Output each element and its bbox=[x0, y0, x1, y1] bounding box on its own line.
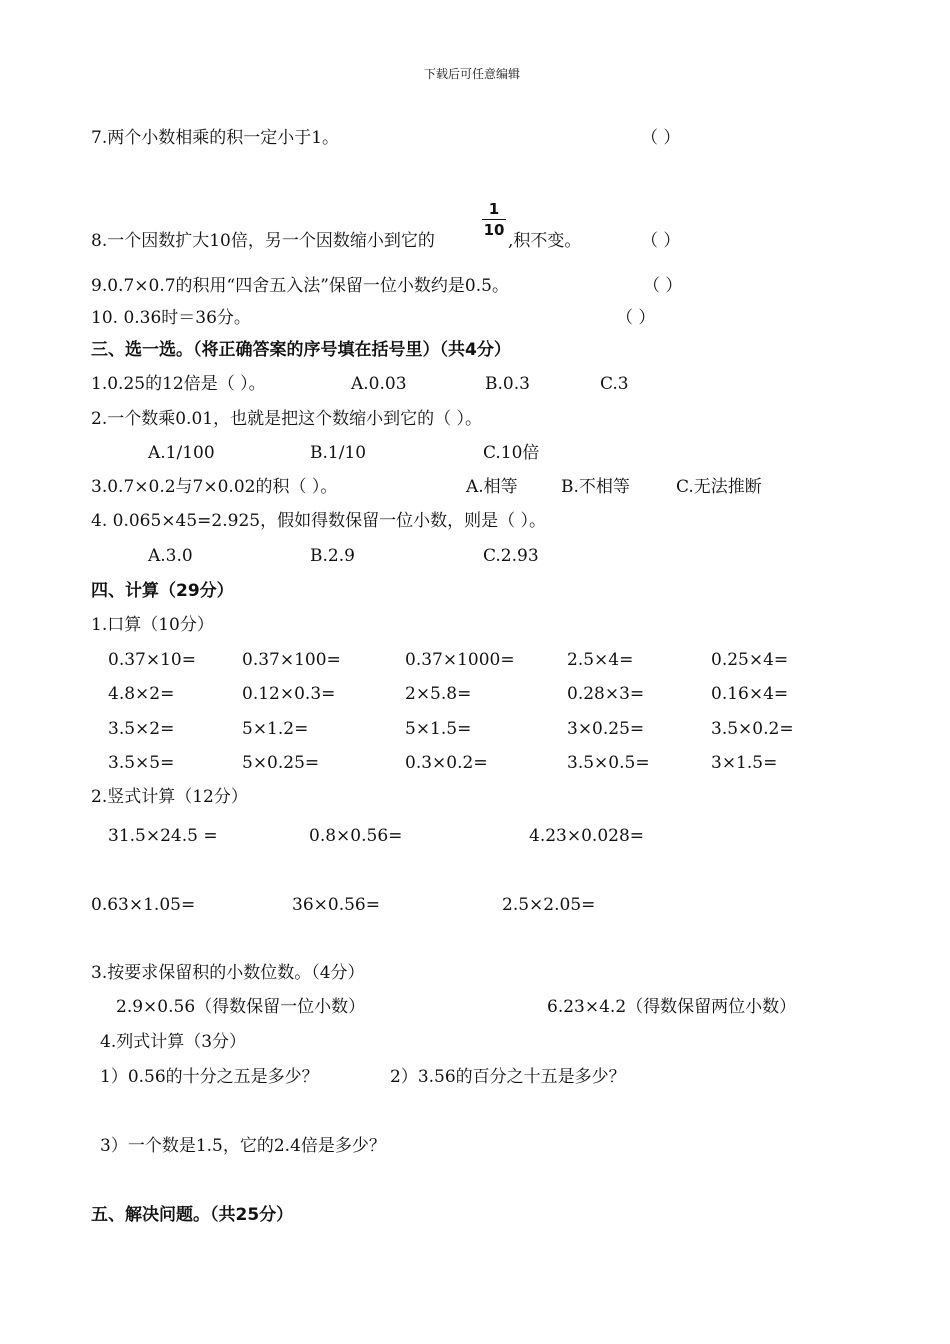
oral-item: 3.5×0.2= bbox=[711, 719, 794, 739]
fraction-bar bbox=[482, 219, 506, 220]
choice-q2-option-a: A.1/100 bbox=[148, 443, 215, 463]
section-choice-title: 三、选一选。（将正确答案的序号填在括号里）（共4分） bbox=[91, 340, 511, 360]
answer-paren-10: （ ） bbox=[616, 308, 656, 328]
answer-paren-7: （ ） bbox=[641, 128, 681, 148]
section-solve-title: 五、解决问题。（共25分） bbox=[91, 1205, 294, 1225]
vertical-item: 0.63×1.05= bbox=[91, 895, 196, 915]
answer-paren-8: （ ） bbox=[641, 231, 681, 251]
vertical-item: 0.8×0.56= bbox=[309, 826, 403, 846]
choice-q1-option-c: C.3 bbox=[600, 374, 629, 394]
vertical-calc-title: 2.竖式计算（12分） bbox=[91, 787, 248, 807]
fraction-one-tenth bbox=[481, 201, 507, 238]
list-calc-item: 2）3.56的百分之十五是多少？ bbox=[390, 1067, 626, 1087]
oral-item: 2×5.8= bbox=[405, 684, 472, 704]
choice-q3: 3.0.7×0.2与7×0.02的积（ ）。 bbox=[91, 477, 338, 497]
oral-item: 0.3×0.2= bbox=[405, 753, 488, 773]
oral-item: 3.5×2= bbox=[108, 719, 175, 739]
choice-q2-option-c: C.10倍 bbox=[483, 443, 540, 463]
oral-item: 3.5×5= bbox=[108, 753, 175, 773]
oral-item: 0.12×0.3= bbox=[242, 684, 336, 704]
question-8-tail: ,积不变。 bbox=[508, 231, 582, 251]
oral-item: 0.16×4= bbox=[711, 684, 789, 704]
oral-item: 0.37×1000= bbox=[405, 650, 515, 670]
vertical-item: 31.5×24.5 = bbox=[108, 826, 218, 846]
choice-q4-option-b: B.2.9 bbox=[310, 546, 355, 566]
choice-q4: 4. 0.065×45=2.925，假如得数保留一位小数，则是（ ）。 bbox=[91, 511, 546, 531]
oral-item: 5×1.2= bbox=[242, 719, 309, 739]
oral-item: 4.8×2= bbox=[108, 684, 175, 704]
choice-q4-option-c: C.2.93 bbox=[483, 546, 539, 566]
section-calc-title: 四、计算（29分） bbox=[91, 581, 234, 601]
oral-item: 0.37×10= bbox=[108, 650, 196, 670]
oral-item: 5×1.5= bbox=[405, 719, 472, 739]
question-9: 9.0.7×0.7的积用“四舍五入法”保留一位小数约是0.5。 bbox=[91, 276, 509, 296]
oral-item: 3×1.5= bbox=[711, 753, 778, 773]
oral-item: 3×0.25= bbox=[567, 719, 645, 739]
choice-q3-option-c: C.无法推断 bbox=[676, 477, 762, 497]
oral-item: 3.5×0.5= bbox=[567, 753, 650, 773]
rounding-title: 3.按要求保留积的小数位数。（4分） bbox=[91, 963, 365, 983]
vertical-item: 2.5×2.05= bbox=[502, 895, 596, 915]
question-10: 10. 0.36时＝36分。 bbox=[91, 308, 251, 328]
oral-item: 5×0.25= bbox=[242, 753, 320, 773]
oral-item: 0.25×4= bbox=[711, 650, 789, 670]
oral-item: 0.37×100= bbox=[242, 650, 341, 670]
vertical-item: 36×0.56= bbox=[292, 895, 380, 915]
choice-q3-option-a: A.相等 bbox=[466, 477, 518, 497]
choice-q1: 1.0.25的12倍是（ ）。 bbox=[91, 374, 266, 394]
oral-item: 0.28×3= bbox=[567, 684, 645, 704]
list-calc-item: 1）0.56的十分之五是多少？ bbox=[100, 1067, 319, 1087]
header-note: 下载后可任意编辑 bbox=[424, 67, 521, 81]
fraction-numerator: 1 bbox=[488, 200, 500, 218]
oral-calc-title: 1.口算（10分） bbox=[91, 615, 214, 635]
list-calc-item: 3）一个数是1.5，它的2.4倍是多少？ bbox=[100, 1136, 386, 1156]
oral-item: 2.5×4= bbox=[567, 650, 634, 670]
choice-q1-option-b: B.0.3 bbox=[485, 374, 530, 394]
choice-q4-option-a: A.3.0 bbox=[148, 546, 193, 566]
choice-q2-option-b: B.1/10 bbox=[310, 443, 367, 463]
choice-q2: 2.一个数乘0.01，也就是把这个数缩小到它的（ ）。 bbox=[91, 409, 482, 429]
fraction-denominator: 10 bbox=[483, 221, 505, 239]
question-7: 7.两个小数相乘的积一定小于1。 bbox=[91, 128, 340, 148]
question-8-text: 8.一个因数扩大10倍，另一个因数缩小到它的 bbox=[91, 231, 435, 251]
rounding-item: 2.9×0.56（得数保留一位小数） bbox=[116, 997, 366, 1017]
vertical-item: 4.23×0.028= bbox=[529, 826, 645, 846]
answer-paren-9: （ ） bbox=[643, 276, 683, 296]
rounding-item: 6.23×4.2（得数保留两位小数） bbox=[547, 997, 797, 1017]
list-calc-title: 4.列式计算（3分） bbox=[100, 1032, 247, 1052]
choice-q1-option-a: A.0.03 bbox=[351, 374, 407, 394]
choice-q3-option-b: B.不相等 bbox=[561, 477, 630, 497]
